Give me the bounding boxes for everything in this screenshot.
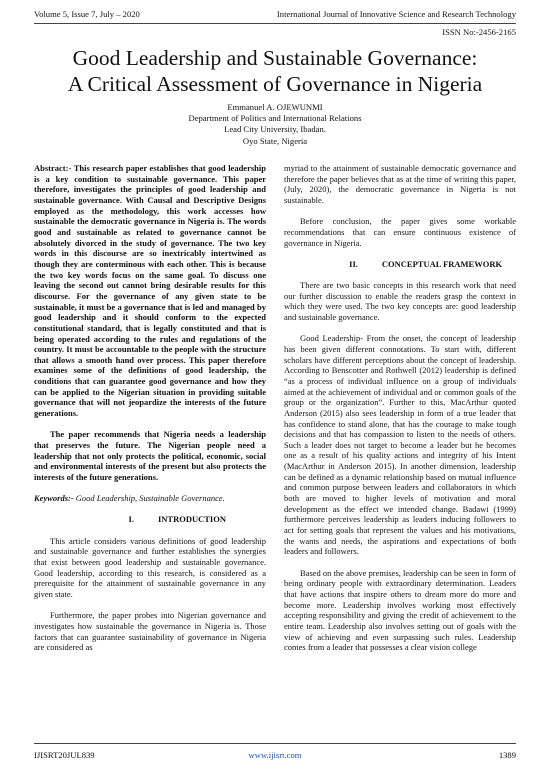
section-title: INTRODUCTION xyxy=(157,514,226,525)
section-number: II. xyxy=(349,258,358,269)
section-heading-introduction xyxy=(34,514,266,525)
keywords xyxy=(34,493,266,504)
title-line-1: Good Leadership and Sustainable Governance: xyxy=(72,46,478,70)
author-university: Lead City University, Ibadan. xyxy=(224,124,326,135)
keywords-label: Keywords:- xyxy=(34,493,74,504)
intro-paragraph-2: Furthermore, the paper probes into Nigerian governance and investigates how sustainable the governance in Nigeria is. Those factors that can guarantee sustainability of governance in Nigeria are considered as xyxy=(34,610,266,653)
paper-id: IJISRT20JUL839 xyxy=(34,750,95,760)
journal-name: International Journal of Innovative Science and Research Technology xyxy=(276,9,516,19)
page-number: 1389 xyxy=(498,750,516,760)
abstract-text: This research paper establishes that good leadership is a key condition to sustainable governance. This paper therefore, investigates the principles of good leadership and sustainable governance. With Causal and Descriptive Designs employed as the methodology, this work accesses how sustainable the democratic governance in Nigeria is. The words good and sustainable as related to governance cannot be absolutely divorced in the study of governance. The two key words in this discourse are so inextricably intertwined as though they are conterminous with each other. This is because the two key words focus on the same goal. To discuss one leaving the second out cannot bring desirable results for this discourse. For the governance of any given state to be sustainable, it must be a governance that is led and managed by good leadership and it should conform to the expected constitutional standard, that is legally constituted and that is being operated according to the rules and regulations of the country. It must be accountable to the people with the structure that allows a smooth hand over process. This paper therefore examines some of the definitions of good leadership, the conditions that can guarantee good governance and how they can be applied to the Nigerian situation in providing suitable governance that will not jeopardize the interests of the future generations. xyxy=(34,163,266,419)
author-name: Emmanuel A. OJEWUNMI xyxy=(227,102,323,112)
right-column xyxy=(284,163,516,653)
header-rule xyxy=(34,23,516,24)
framework-paragraph-1: There are two basic concepts in this research work that need our further discussion to enable the readers grasp the context in which they were used. The two key concepts are: good leadership and sustainable governance. xyxy=(284,280,516,322)
abstract xyxy=(34,163,266,419)
author-location: Oyo State, Nigeria xyxy=(242,135,308,146)
section-heading-framework xyxy=(284,259,516,270)
issn: ISSN No:-2456-2165 xyxy=(442,27,516,37)
author-department: Department of Politics and International Relations xyxy=(188,113,362,124)
right-paragraph-1: myriad to the attainment of sustainable democratic governance and therefore the paper believes that as at the time of writing this paper, (July, 2020), the democratic governance in Nigeria is not sustainable. xyxy=(284,163,516,205)
section-title: CONCEPTUAL FRAMEWORK xyxy=(381,258,503,269)
author-block xyxy=(40,102,510,147)
volume-issue: Volume 5, Issue 7, July – 2020 xyxy=(34,9,140,19)
journal-url-link[interactable]: www.ijisrt.com xyxy=(248,750,302,760)
right-paragraph-2: Before conclusion, the paper gives some workable recommendations that can ensure continuous existence of governance in Nigeria. xyxy=(284,216,516,248)
abstract-paragraph-2: The paper recommends that Nigeria needs a leadership that preserves the future. The Nigerian people need a leadership that not only protects the political, economic, social and environmental interests of the present but also protects the interests of the future generations. xyxy=(34,429,266,482)
intro-paragraph-1: This article considers various definitions of good leadership and sustainable governance and further establishes the synergies that exist between good leadership and sustainable governance. Good leadership, according to this research, is considered as a prerequisite for the attainment of sustainable governance in any given state. xyxy=(34,535,266,599)
footer-rule xyxy=(34,743,516,744)
framework-paragraph-2: Good Leadership- From the onset, the concept of leadership has been given different connotations. To start with, different scholars have different perceptions about the concept of leadership. According to Benscotter and Rothwell (2012) leadership is defined “as a process of individual influence on a group of individuals aimed at the achievement of individual and or common goals of the group or the organization”. Further to this, MacArthur quoted Anderson (2015) also sees leadership in form of a true leader that has confidence to stand alone, that has the courage to make tough decisions and that has compassion to listen to the needs of others. Such a leader does not target to become a leader but he becomes one as a result of his quality actions and integrity of his Intent (MacArthur in Anderson 2015). In another dimension, leadership can be defined as a dynamic relationship based on mutual influence and common purpose between leaders and collaborators in which both are moved to higher levels of motivation and moral development as the effect we intended change. Badawi (1999) furthermore perceives leadership as leaders inducing followers to act for setting goals that represent the values and his motivations, the wants and needs, the aspirations and expectations of both leaders and followers. xyxy=(284,333,516,557)
keywords-text: Good Leadership, Sustainable Governance. xyxy=(75,493,225,504)
left-column xyxy=(34,163,266,653)
title-line-2: A Critical Assessment of Governance in Nigeria xyxy=(67,72,483,96)
framework-paragraph-3: Based on the above premises, leadership can be seen in form of being ordinary people with extraordinary determination. Leaders that have actions that inspire others to dream more do more and become more. Leadership involves working most effectively accepting responsibility and giving the credit of achievement to the entire team. Leadership also involves setting out of goals with the view of achieving and even surpassing such rules. Leadership comes from a leader that possesses a clear vision college xyxy=(284,567,516,653)
section-number: I. xyxy=(128,514,134,525)
abstract-label: Abstract:- xyxy=(34,163,72,173)
paper-title xyxy=(20,45,530,97)
